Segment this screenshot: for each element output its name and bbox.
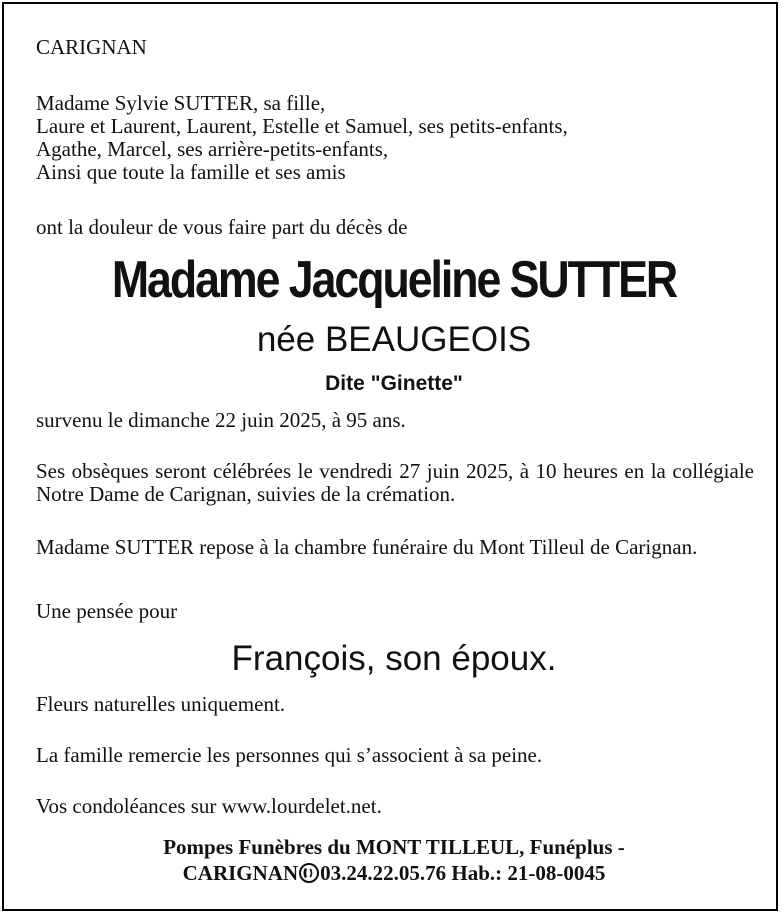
rest-place-text: Madame SUTTER repose à la chambre funéraire du Mont Tilleul de Carignan. <box>36 535 698 559</box>
nickname: Dite "Ginette" <box>325 372 463 395</box>
location-heading: CARIGNAN <box>36 35 147 59</box>
family-line: Agathe, Marcel, ses arrière-petits-enfants, <box>36 137 389 161</box>
phone-and-registration: 03.24.22.05.76 Hab.: 21-08-0045 <box>320 861 606 885</box>
deceased-name: Madame Jacqueline SUTTER <box>111 251 677 309</box>
funeral-text: Ses obsèques seront célébrées le vendredi 27 juin 2025, à 10 heures en la collégiale Notre Dame de Carignan, suivies de la crémation. <box>36 459 754 506</box>
funeral-home-contact <box>4 861 784 886</box>
condolences-text: Vos condoléances sur www.lourdelet.net. <box>36 794 382 818</box>
flowers-text: Fleurs naturelles uniquement. <box>36 692 286 716</box>
thanks-text: La famille remercie les personnes qui s’associent à sa peine. <box>36 743 543 767</box>
death-date-text: survenu le dimanche 22 juin 2025, à 95 ans. <box>36 408 406 432</box>
family-line: Ainsi que toute la famille et ses amis <box>36 160 346 184</box>
obituary-frame <box>2 2 778 911</box>
phone-icon <box>298 862 320 884</box>
announcement-text: ont la douleur de vous faire part du décès de <box>36 215 408 239</box>
thought-intro: Une pensée pour <box>36 599 178 623</box>
thought-for-text: François, son époux. <box>231 639 557 678</box>
funeral-home-line: Pompes Funèbres du MONT TILLEUL, Funéplus - <box>163 835 625 859</box>
city-label: CARIGNAN <box>182 861 299 885</box>
family-line: Madame Sylvie SUTTER, sa fille, <box>36 91 326 115</box>
family-line: Laure et Laurent, Laurent, Estelle et Samuel, ses petits-enfants, <box>36 114 568 138</box>
maiden-name: née BEAUGEOIS <box>256 320 532 359</box>
